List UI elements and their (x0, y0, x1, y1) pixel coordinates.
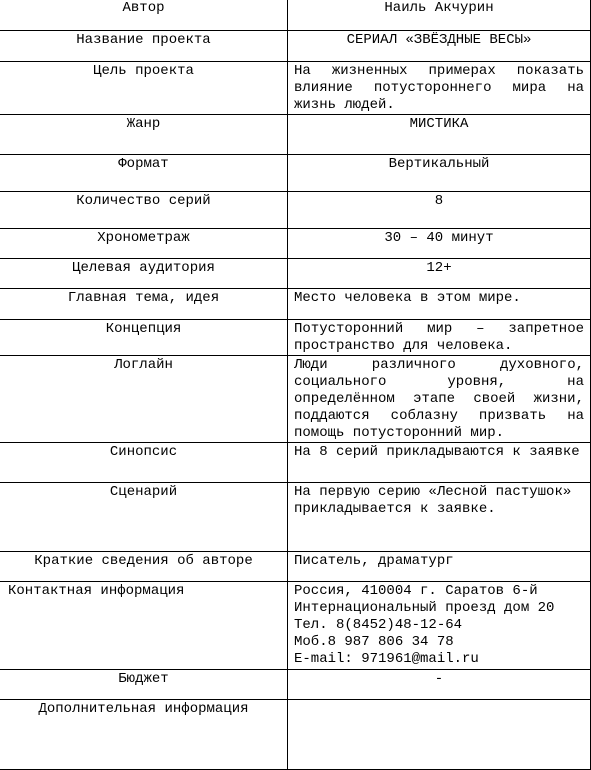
table-row (0, 115, 591, 155)
row-label-concept: Концепция (0, 320, 288, 356)
row-label-logline: Логлайн (0, 356, 288, 443)
row-label-budget: Бюджет (0, 670, 288, 700)
table-row (0, 320, 591, 356)
row-value-target-audience: 12+ (288, 259, 591, 289)
table-row (0, 552, 591, 582)
row-label-author: Автор (0, 0, 288, 31)
table-row (0, 31, 591, 62)
row-label-synopsis: Синопсис (0, 443, 288, 483)
table-row (0, 670, 591, 700)
table-row (0, 443, 591, 483)
row-label-contact-info: Контактная информация (0, 582, 288, 670)
row-value-screenplay: На первую серию «Лесной пастушок» прикладывается к заявке. (288, 483, 591, 552)
row-value-budget: - (288, 670, 591, 700)
row-label-main-theme: Главная тема, идея (0, 289, 288, 320)
row-value-format: Вертикальный (288, 155, 591, 192)
row-value-author: Наиль Акчурин (288, 0, 591, 31)
row-value-additional-info (288, 700, 591, 770)
table-row (0, 483, 591, 552)
table-row (0, 192, 591, 229)
table-row (0, 0, 591, 31)
row-label-additional-info: Дополнительная информация (0, 700, 288, 770)
table-row (0, 582, 591, 670)
row-label-episode-count: Количество серий (0, 192, 288, 229)
row-label-format: Формат (0, 155, 288, 192)
table-row (0, 62, 591, 115)
row-label-genre: Жанр (0, 115, 288, 155)
row-label-project-goal: Цель проекта (0, 62, 288, 115)
table-row (0, 155, 591, 192)
table-row (0, 289, 591, 320)
row-value-duration: 30 – 40 минут (288, 229, 591, 259)
row-value-project-name: СЕРИАЛ «ЗВЁЗДНЫЕ ВЕСЫ» (288, 31, 591, 62)
table-row (0, 700, 591, 770)
table-row (0, 229, 591, 259)
contact-mobile: Моб.8 987 806 34 78 (294, 634, 454, 650)
row-value-episode-count: 8 (288, 192, 591, 229)
contact-email: E-mail: 971961@mail.ru (294, 651, 479, 667)
row-label-project-name: Название проекта (0, 31, 288, 62)
row-label-screenplay: Сценарий (0, 483, 288, 552)
contact-address-line-1: Россия, 410004 г. Саратов 6-й (294, 583, 538, 599)
row-value-genre: МИСТИКА (288, 115, 591, 155)
row-label-target-audience: Целевая аудитория (0, 259, 288, 289)
row-value-synopsis: На 8 серий прикладываются к заявке (288, 443, 591, 483)
row-value-project-goal: На жизненных примерах показать влияние потустороннего мира на жизнь людей. (288, 62, 591, 115)
row-value-author-info: Писатель, драматург (288, 552, 591, 582)
row-value-main-theme: Место человека в этом мире. (288, 289, 591, 320)
row-value-logline: Люди различного духовного, социального уровня, на определённом этапе своей жизни, поддаются соблазну призвать на помощь потусторонний мир. (288, 356, 591, 443)
row-label-author-info: Краткие сведения об авторе (0, 552, 288, 582)
table-row (0, 259, 591, 289)
row-value-contact-info (288, 582, 591, 670)
contact-phone: Тел. 8(8452)48-12-64 (294, 617, 463, 633)
table-row (0, 356, 591, 443)
contact-address-line-2: Интернациональный проезд дом 20 (294, 600, 555, 616)
row-value-concept: Потусторонний мир – запретное пространство для человека. (288, 320, 591, 356)
row-label-duration: Хронометраж (0, 229, 288, 259)
